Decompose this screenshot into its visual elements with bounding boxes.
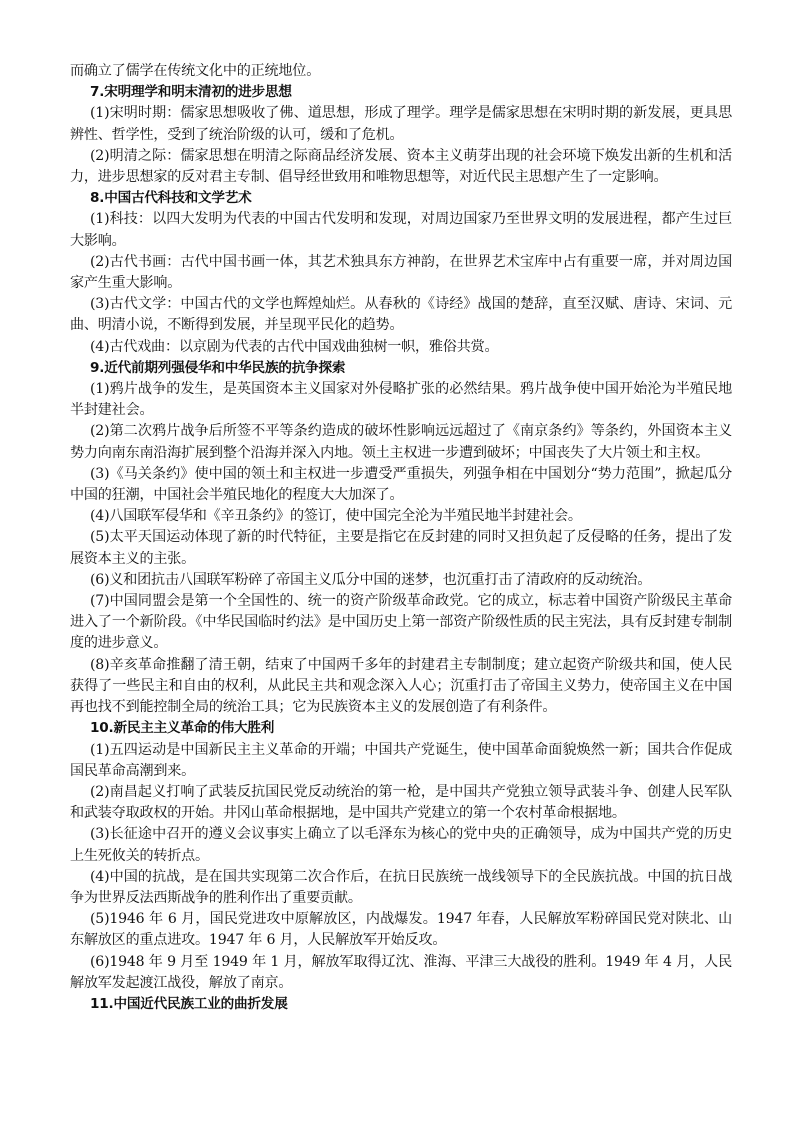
section-9 (70, 358, 732, 718)
section-heading: 7.宋明理学和明末清初的进步思想 (90, 84, 292, 101)
paragraph: (8)辛亥革命推翻了清王朝，结束了中国两千多年的封建君主专制制度；建立起资产阶级共和国，使人民获得了一些民主和自由的权利，从此民主共和观念深入人心；沉重打击了帝国主义势力，使帝国主义在中国再也找不到能控制全局的统治工具；它为民族资本主义的发展创造了有利条件。 (70, 656, 732, 716)
paragraph: (3)古代文学：中国古代的文学也辉煌灿烂。从春秋的《诗经》战国的楚辞，直至汉赋、唐诗、宋词、元曲、明清小说，不断得到发展，并呈现平民化的趋势。 (70, 296, 732, 334)
document-page (70, 61, 732, 1015)
section-heading: 9.近代前期列强侵华和中华民族的抗争探索 (90, 359, 346, 376)
paragraph: (4)八国联军侵华和《辛丑条约》的签订，使中国完全沦为半殖民地半封建社会。 (90, 508, 582, 525)
paragraph: (1)科技：以四大发明为代表的中国古代发明和发现，对周边国家乃至世界文明的发展进程，都产生过巨大影响。 (70, 211, 732, 249)
paragraph: (1)五四运动是中国新民主主义革命的开端；中国共产党诞生，使中国革命面貌焕然一新；国共合作促成国民革命高潮到来。 (70, 741, 732, 779)
section-heading: 10.新民主主义革命的伟大胜利 (90, 720, 275, 737)
section-heading: 11.中国近代民族工业的曲折发展 (90, 995, 288, 1012)
paragraph: (2)第二次鸦片战争后所签不平等条约造成的破坏性影响远远超过了《南京条约》等条约，外国资本主义势力向南东南沿海扩展到整个沿海并深入内地。领土主权进一步遭到破坏；中国丧失了大片领土和主权。 (70, 423, 732, 461)
paragraph: (5)1946 年 6 月，国民党进攻中原解放区，内战爆发。1947 年春，人民解放军粉碎国民党对陕北、山东解放区的重点进攻。1947 年 6 月，人民解放军开始反攻。 (70, 911, 732, 949)
paragraph: (2)南昌起义打响了武装反抗国民党反动统治的第一枪，是中国共产党独立领导武装斗争、创建人民军队和武装夺取政权的开始。井冈山革命根据地，是中国共产党建立的第一个农村革命根据地。 (70, 783, 732, 822)
paragraph: (2)古代书画：古代中国书画一体，其艺术独具东方神韵，在世界艺术宝库中占有重要一席，并对周边国家产生重大影响。 (70, 253, 732, 292)
paragraph: (4)中国的抗战，是在国共实现第二次合作后，在抗日民族统一战线领导下的全民族抗战。中国的抗日战争为世界反法西斯战争的胜利作出了重要贡献。 (70, 868, 732, 906)
paragraph: (3)长征途中召开的遵义会议事实上确立了以毛泽东为核心的党中央的正确领导，成为中国共产党的历史上生死攸关的转折点。 (70, 826, 732, 864)
paragraph: (1)鸦片战争的发生，是英国资本主义国家对外侵略扩张的必然结果。鸦片战争使中国开始沦为半殖民地半封建社会。 (70, 381, 732, 419)
paragraph: (7)中国同盟会是第一个全国性的、统一的资产阶级革命政党。它的成立，标志着中国资产阶级民主革命进入了一个新阶段。《中华民国临时约法》是中国历史上第一部资产阶级性质的民主宪法，具有反封建专制制度的进步意义。 (70, 593, 732, 652)
paragraph: (1)宋明时期：儒家思想吸收了佛、道思想，形成了理学。理学是儒家思想在宋明时期的新发展，更具思辨性、哲学性，受到了统治阶级的认可，缓和了危机。 (70, 105, 732, 143)
paragraph: (4)古代戏曲：以京剧为代表的古代中国戏曲独树一帜，雅俗共赏。 (90, 338, 499, 355)
paragraph: (2)明清之际：儒家思想在明清之际商品经济发展、资本主义萌芽出现的社会环境下焕发出新的生机和活力，进步思想家的反对君主专制、倡导经世致用和唯物思想等，对近代民主思想产生了一定影响。 (70, 147, 732, 186)
paragraph: (6)1948 年 9 月至 1949 年 1 月，解放军取得辽沈、淮海、平津三大战役的胜利。1949 年 4 月，人民解放军发起渡江战役，解放了南京。 (70, 953, 732, 991)
intro-paragraph: 而确立了儒学在传统文化中的正统地位。 (70, 63, 321, 79)
paragraph: (3)《马关条约》使中国的领土和主权进一步遭受严重损失，列强争相在中国划分“势力范围”，掀起瓜分中国的狂潮，中国社会半殖民地化的程度大大加深了。 (70, 465, 732, 504)
section-heading: 8.中国古代科技和文学艺术 (90, 190, 252, 207)
paragraph: (5)太平天国运动体现了新的时代特征，主要是指它在反封建的同时又担负起了反侵略的任务，提出了发展资本主义的主张。 (70, 529, 732, 567)
section-10 (70, 718, 732, 994)
section-7 (70, 82, 732, 188)
section-11 (70, 994, 732, 1015)
paragraph: (6)义和团抗击八国联军粉碎了帝国主义瓜分中国的迷梦，也沉重打击了清政府的反动统治。 (90, 571, 652, 588)
section-8 (70, 188, 732, 358)
